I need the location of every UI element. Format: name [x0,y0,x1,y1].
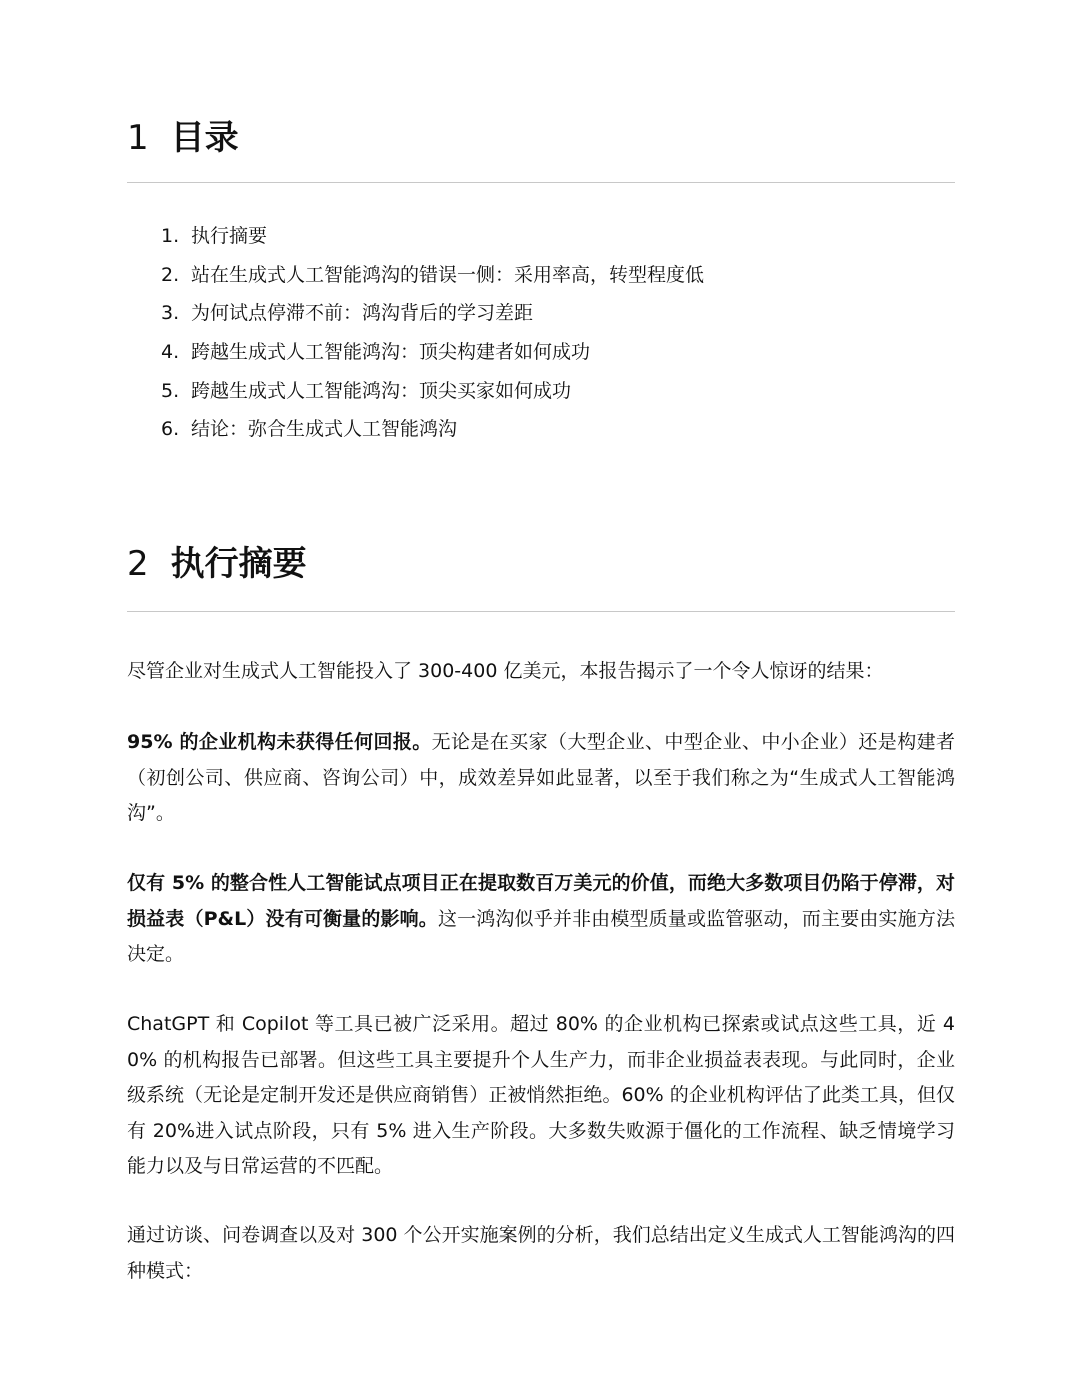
paragraph-text: 通过访谈、问卷调查以及对 300 个公开实施案例的分析，我们总结出定义生成式人工智能鸿沟的四种模式： [127,1224,955,1282]
summary-paragraph [127,1218,955,1289]
toc-item-label: 为何试点停滞不前：鸿沟背后的学习差距 [191,302,534,325]
section-heading-toc [127,118,239,158]
section-heading-summary [127,544,307,584]
toc-item[interactable] [127,256,955,295]
toc-item[interactable] [127,217,955,256]
toc-item[interactable] [127,333,955,372]
section-number: 1 [127,118,149,158]
toc-item-number: 1. [161,225,180,247]
summary-paragraph [127,725,955,832]
toc-item-number: 6. [161,418,180,441]
section-title: 执行摘要 [170,544,307,584]
paragraph-text: 这一鸿沟似乎并非由模型质量或监管驱动，而主要由实施方法决定。 [127,907,955,965]
toc-item-label: 站在生成式人工智能鸿沟的错误一侧：采用率高，转型程度低 [191,263,705,286]
section-divider [127,611,955,612]
summary-paragraph [127,866,955,973]
paragraph-text: ChatGPT 和 Copilot 等工具已被广泛采用。超过 80% 的企业机构已探索或试点这些工具，近 40% 的机构报告已部署。但这些工具主要提升个人生产力，而非企业损益表表现。与此同时，企业级系统（无论是定制开发还是供应商销售）正被悄然拒绝。60% 的企业机构评估了此类工具，但仅有 20%进入试点阶段，只有 5% 进入生产阶段。大多数失败源于僵化的工作流程、缺乏情境学习能力以及与日常运营的不匹配。 [127,1013,955,1177]
toc-item-label: 执行摘要 [191,225,268,247]
toc-item-label: 结论：弥合生成式人工智能鸿沟 [191,418,458,441]
paragraph-text: 无论是在买家（大型企业、中型企业、中小企业）还是构建者（初创公司、供应商、咨询公司）中，成效差异如此显著，以至于我们称之为“生成式人工智能鸿沟”。 [127,731,955,824]
toc-item[interactable] [127,294,955,333]
paragraph-bold-text: 仅有 5% 的整合性人工智能试点项目正在提取数百万美元的价值，而绝大多数项目仍陷于停滞，对损益表（P&L）没有可衡量的影响。 [127,872,955,930]
toc-item-label: 跨越生成式人工智能鸿沟：顶尖买家如何成功 [191,379,572,402]
toc-item-number: 4. [161,341,180,364]
table-of-contents [127,217,955,449]
paragraph-bold-text: 95% 的企业机构未获得任何回报。 [127,731,432,753]
toc-item-number: 2. [161,263,180,286]
toc-item[interactable] [127,410,955,449]
section-divider [127,182,955,183]
toc-item[interactable] [127,372,955,411]
summary-paragraph [127,654,955,690]
section-title: 目录 [170,118,239,158]
toc-item-label: 跨越生成式人工智能鸿沟：顶尖构建者如何成功 [191,341,591,364]
toc-item-number: 5. [161,379,180,402]
section-number: 2 [127,544,149,584]
toc-item-number: 3. [161,302,180,325]
summary-paragraph [127,1007,955,1185]
paragraph-text: 尽管企业对生成式人工智能投入了 300-400 亿美元，本报告揭示了一个令人惊讶的结果： [127,660,884,682]
